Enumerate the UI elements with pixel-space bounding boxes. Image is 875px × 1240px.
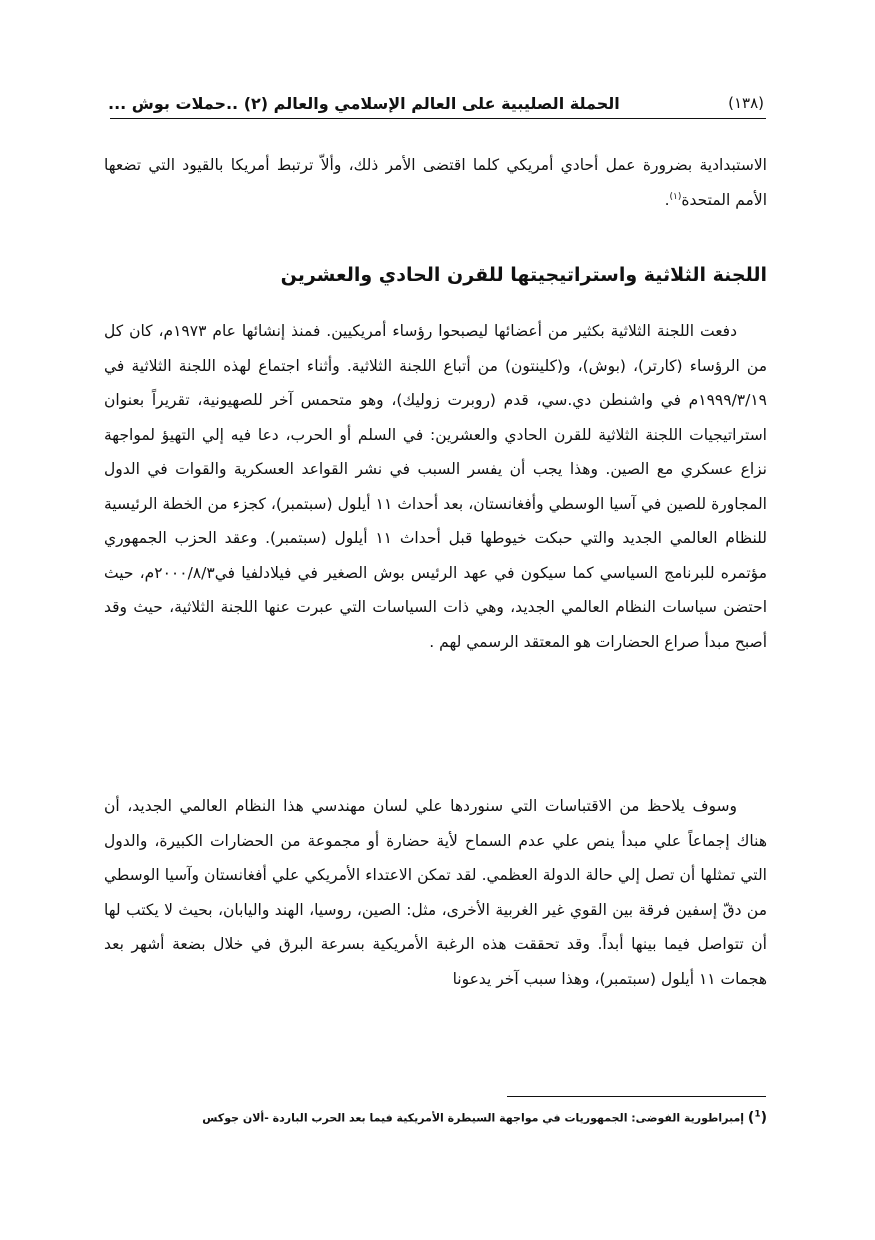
intro-paragraph xyxy=(104,148,767,217)
footnote-separator xyxy=(507,1096,766,1097)
footnote-marker: ($^1$) xyxy=(747,1109,767,1126)
header-rule xyxy=(110,118,766,119)
page-number: (١٣٨) xyxy=(728,94,764,112)
header-title: الحملة الصليبية على العالم الإسلامي والعالم (٢) ..حملات بوش ... xyxy=(108,93,620,113)
paragraph-committee: دفعت اللجنة الثلاثية بكثير من أعضائها ليصبحوا رؤساء أمريكيين. فمنذ إنشائها عام ١٩٧٣م، كان كل من الرؤساء (كارتر)، (بوش)، و(كلينتون) من أتباع اللجنة الثلاثية. وأثناء اجتماع لهذه اللجنة الثلاثية في ١٩٩٩/٣/١٩م في واشنطن دي.سي، قدم (روبرت زوليك)، وهو متحمس آخر للصهيونية، تقريراً بعنوان استراتيجيات اللجنة الثلاثية للقرن الحادي والعشرين: في السلم أو الحرب، دعا فيه إلي التهيؤ لمواجهة نزاع عسكري مع الصين. وهذا يجب أن يفسر السبب في نشر القواعد العسكرية والقوات في الدول المجاورة للصين في آسيا الوسطي وأفغانستان، بعد أحداث ١١ أيلول (سبتمبر)، كجزء من الخطة الرئيسية للنظام العالمي الجديد والتي حبكت خيوطها قبل أحداث ١١ أيلول (سبتمبر). وعقد الحزب الجمهوري مؤتمره للبرنامج السياسي كما سيكون في عهد الرئيس بوش الصغير في فيلادلفيا في٢٠٠٠/٨/٣م، حيث احتضن سياسات النظام العالمي الجديد، وهي ذات السياسات التي عبرت عنها اللجنة الثلاثية، حيث وقد أصبح مبدأ صراع الحضارات هو المعتقد الرسمي لهم . xyxy=(104,322,767,651)
running-header xyxy=(108,90,764,116)
intro-paragraph-text: الاستبدادية بضرورة عمل أحادي أمريكي كلما اقتضى الأمر ذلك، وألاّ ترتبط أمريكا بالقيود التي تضعها الأمم المتحدة xyxy=(104,156,767,209)
footnote-reference[interactable]: (١) xyxy=(669,191,682,202)
intro-paragraph-end: . xyxy=(664,190,670,209)
paragraph-new-world-order: وسوف يلاحظ من الاقتباسات التي سنوردها علي لسان مهندسي هذا النظام العالمي الجديد، أن هناك إجماعاً علي مبدأ ينص علي عدم السماح لأية حضارة أو مجموعة من الحضارات الكبيرة، والدول التي تمثلها أن تصل إلي حالة الدولة العظمي. لقد تمكن الاعتداء الأمريكي علي أفغانستان وآسيا الوسطي من دقّ إسفين فرقة بين القوي غير الغربية الأخرى، مثل: الصين، روسيا، الهند واليابان، بحيث لا يكتب لها أن تتواصل فيما بينها أبداً. وقد تحققت هذه الرغبة الأمريكية بسرعة البرق في خلال بضعة أشهر بعد هجمات ١١ أيلول (سبتمبر)، وهذا سبب آخر يدعونا xyxy=(104,797,767,988)
footnote-number: 1 xyxy=(754,1109,761,1119)
footnote xyxy=(104,1104,767,1129)
section-heading: اللجنة الثلاثية واستراتيجيتها للقرن الحادي والعشرين xyxy=(280,264,767,286)
footnote-text: إمبراطورية الفوضى: الجمهوريات في مواجهة السيطرة الأمريكية فيما بعد الحرب الباردة -ألان جوكس xyxy=(202,1111,745,1125)
